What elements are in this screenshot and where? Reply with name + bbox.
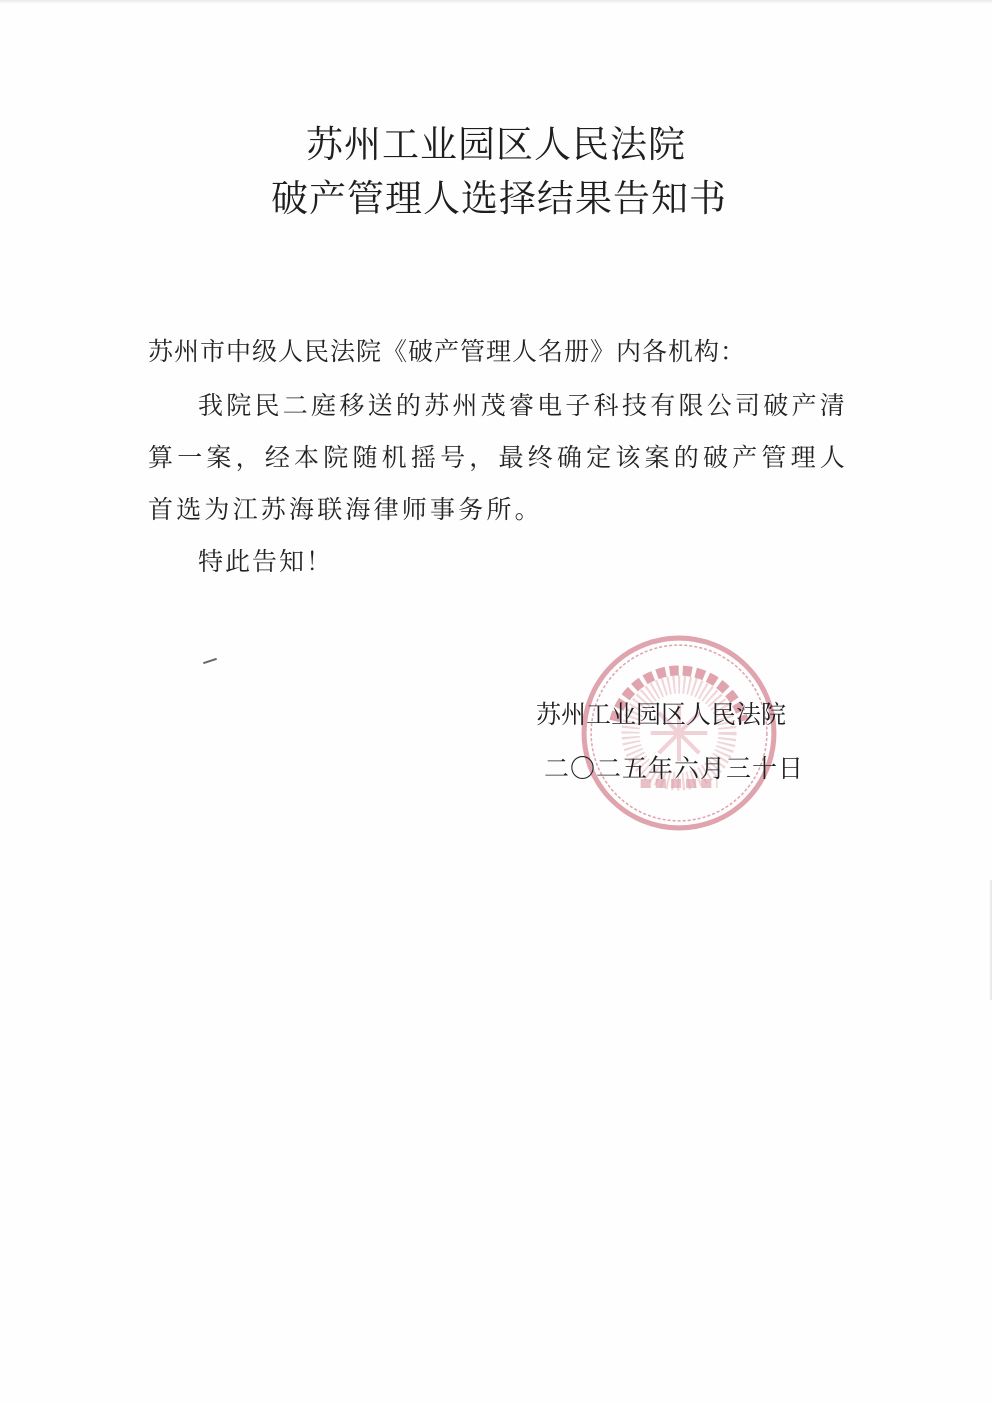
document-title [0, 118, 992, 226]
signature-court-name: 苏州工业园区人民法院 [536, 700, 787, 729]
salutation: 苏州市中级人民法院《破产管理人名册》内各机构： [148, 337, 747, 366]
closing-remark: 特此告知！ [198, 547, 334, 576]
title-notice-name: 破产管理人选择结果告知书 [271, 177, 727, 220]
stray-pen-mark [203, 658, 217, 664]
signature-date: 二〇二五年六月三十日 [544, 754, 805, 783]
title-court-name: 苏州工业园区人民法院 [306, 123, 686, 166]
notice-paragraph: 我院民二庭移送的苏州茂睿电子科技有限公司破产清算一案，经本院随机摇号，最终确定该案的破产管理人首选为江苏海联海律师事务所。 [148, 391, 848, 524]
signature-block [536, 688, 836, 796]
scan-edge [0, 0, 992, 4]
